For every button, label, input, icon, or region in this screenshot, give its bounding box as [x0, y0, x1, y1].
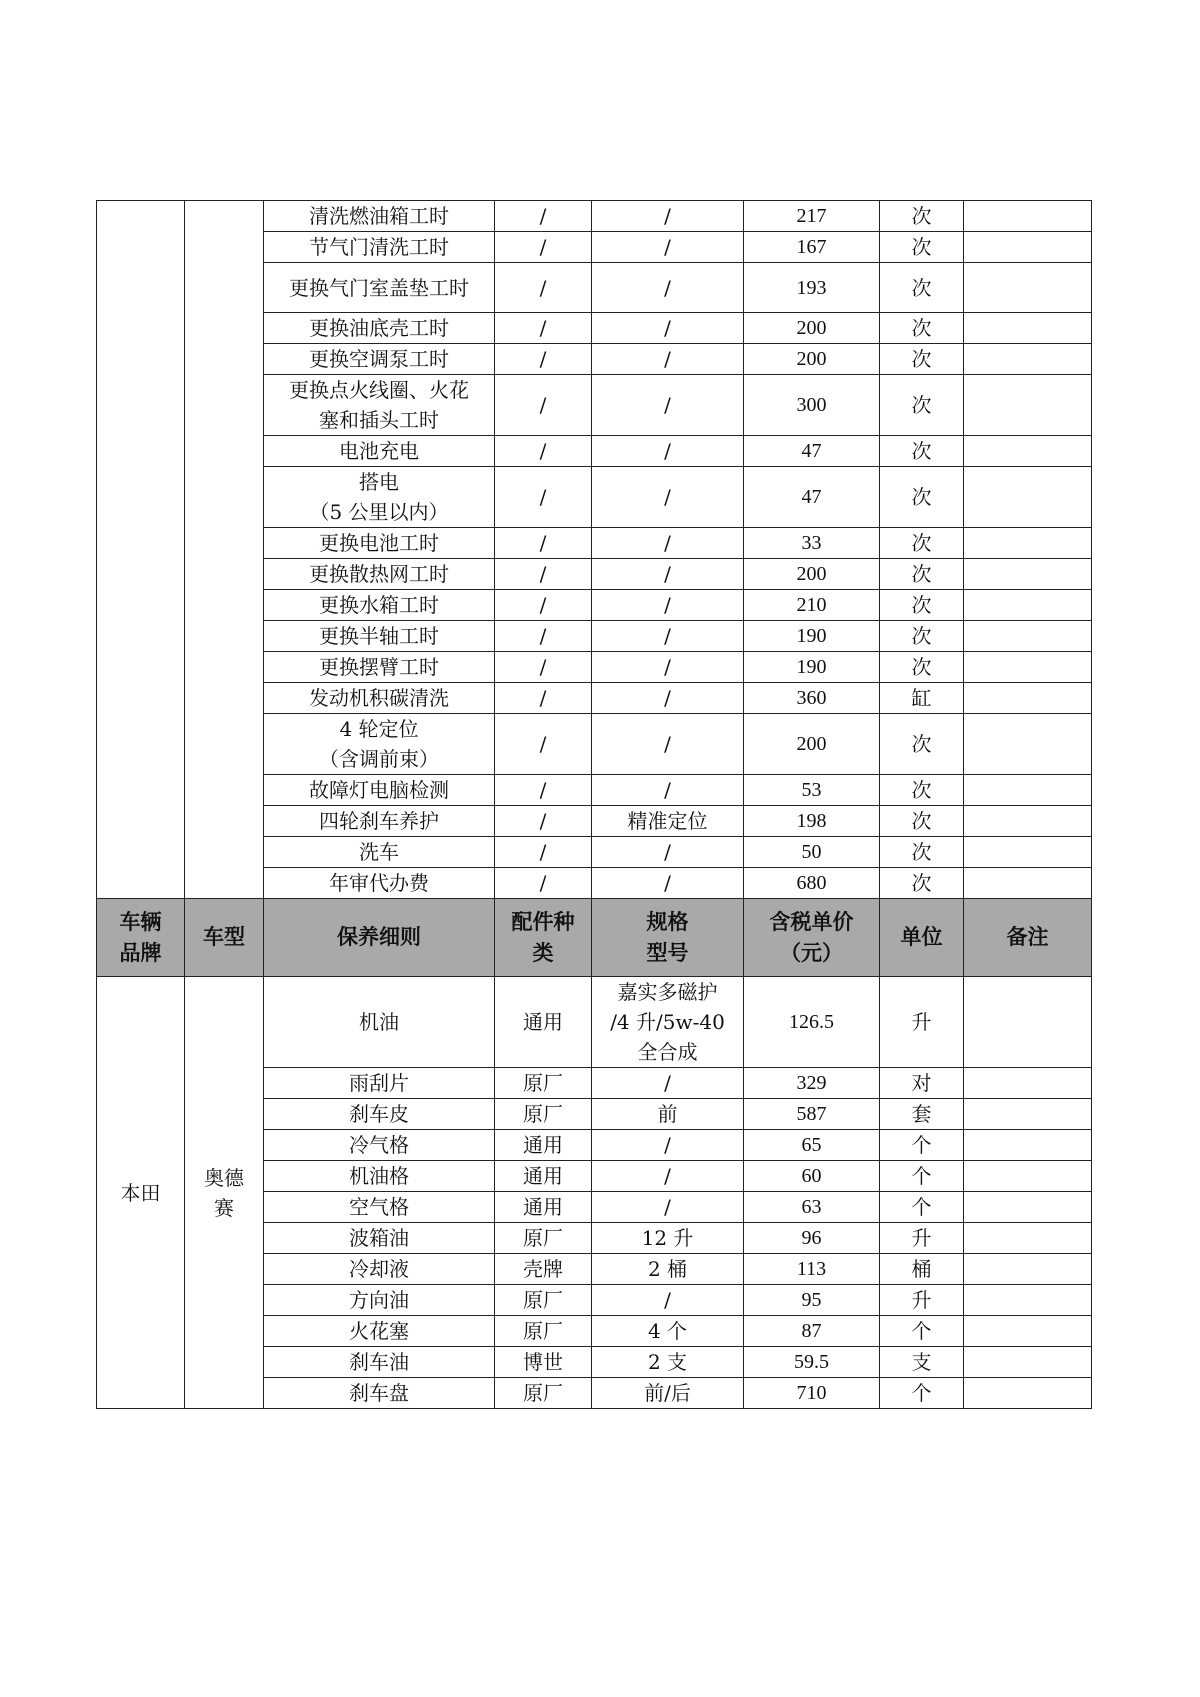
cell-line: /: [664, 562, 671, 586]
part-type-cell: /: [495, 436, 592, 467]
part-type-cell: 原厂: [495, 1285, 592, 1316]
part-type-cell: 通用: [495, 977, 592, 1068]
spec-cell: [592, 559, 744, 590]
continued-section: [97, 201, 1092, 899]
cell-line: 刹车盘: [349, 1381, 409, 1405]
price-cell: 360: [744, 683, 880, 714]
cell-line: 赛: [214, 1195, 234, 1220]
cell-line: 电池充电: [339, 439, 419, 463]
unit-cell: 次: [880, 375, 964, 436]
price-cell: 59.5: [744, 1347, 880, 1378]
item-cell: [264, 559, 495, 590]
spec-cell: [592, 1099, 744, 1130]
cell-line: 前: [657, 1102, 678, 1126]
part-type-cell: /: [495, 683, 592, 714]
model-cell: [185, 977, 264, 1409]
cell-line: 刹车油: [349, 1350, 409, 1374]
unit-cell: 次: [880, 344, 964, 375]
spec-cell: [592, 1068, 744, 1099]
item-cell: [264, 232, 495, 263]
item-cell: [264, 714, 495, 775]
price-cell: 200: [744, 559, 880, 590]
cell-line: 嘉实多磁护: [617, 980, 718, 1004]
maintenance-price-table: [96, 200, 1092, 1409]
item-cell: [264, 1378, 495, 1409]
unit-cell: 次: [880, 714, 964, 775]
cell-line: /: [664, 1071, 671, 1095]
cell-line: /: [664, 686, 671, 710]
unit-cell: 次: [880, 837, 964, 868]
cell-line: /: [664, 840, 671, 864]
spec-cell: [592, 1285, 744, 1316]
cell-line: 精准定位: [627, 809, 708, 833]
item-cell: [264, 1130, 495, 1161]
spec-cell: [592, 1161, 744, 1192]
spec-cell: [592, 683, 744, 714]
unit-cell: 次: [880, 775, 964, 806]
spec-cell: [592, 977, 744, 1068]
cell-line: 冷却液: [349, 1257, 409, 1281]
cell-line: 更换空调泵工时: [309, 347, 449, 371]
price-cell: 47: [744, 467, 880, 528]
unit-cell: 个: [880, 1130, 964, 1161]
note-cell: [964, 683, 1092, 714]
price-cell: 65: [744, 1130, 880, 1161]
unit-cell: 缸: [880, 683, 964, 714]
item-cell: [264, 621, 495, 652]
note-cell: [964, 436, 1092, 467]
price-cell: 53: [744, 775, 880, 806]
cell-line: 塞和插头工时: [319, 408, 439, 432]
spec-cell: [592, 344, 744, 375]
table-row: [97, 977, 1092, 1068]
spec-cell: [592, 1130, 744, 1161]
note-cell: [964, 652, 1092, 683]
spec-cell: [592, 1192, 744, 1223]
spec-cell: [592, 467, 744, 528]
cell-line: /: [664, 1133, 671, 1157]
unit-cell: 个: [880, 1161, 964, 1192]
note-cell: [964, 806, 1092, 837]
unit-cell: 次: [880, 806, 964, 837]
unit-cell: 升: [880, 1285, 964, 1316]
spec-cell: [592, 621, 744, 652]
part-type-cell: /: [495, 775, 592, 806]
cell-line: 更换摆臂工时: [319, 655, 439, 679]
cell-line: 奥德: [204, 1165, 244, 1190]
cell-line: /: [664, 871, 671, 895]
part-type-cell: /: [495, 201, 592, 232]
price-cell: 210: [744, 590, 880, 621]
unit-cell: 次: [880, 621, 964, 652]
part-type-cell: 原厂: [495, 1223, 592, 1254]
unit-cell: 次: [880, 436, 964, 467]
unit-cell: 次: [880, 868, 964, 899]
cell-line: （含调前束）: [319, 747, 439, 771]
cell-line: /: [664, 275, 671, 300]
spec-cell: [592, 375, 744, 436]
price-cell: 47: [744, 436, 880, 467]
cell-line: 火花塞: [349, 1319, 409, 1343]
spec-cell: [592, 263, 744, 313]
header-price: 含税单价 （元）: [744, 899, 880, 977]
note-cell: [964, 1316, 1092, 1347]
cell-line: 更换点火线圈、火花: [289, 378, 469, 402]
price-cell: 50: [744, 837, 880, 868]
cell-line: 2 桶: [647, 1257, 688, 1281]
item-cell: [264, 1285, 495, 1316]
header-section: [97, 899, 1092, 977]
item-cell: [264, 837, 495, 868]
part-type-cell: /: [495, 868, 592, 899]
item-cell: [264, 436, 495, 467]
note-cell: [964, 1254, 1092, 1285]
part-type-cell: 原厂: [495, 1068, 592, 1099]
cell-line: 波箱油: [349, 1226, 409, 1250]
item-cell: [264, 313, 495, 344]
cell-line: /: [664, 531, 671, 555]
item-cell: [264, 775, 495, 806]
unit-cell: 套: [880, 1099, 964, 1130]
cell-line: 4 轮定位: [339, 717, 419, 741]
price-cell: 126.5: [744, 977, 880, 1068]
part-type-cell: /: [495, 528, 592, 559]
unit-cell: 次: [880, 559, 964, 590]
note-cell: [964, 1347, 1092, 1378]
price-cell: 680: [744, 868, 880, 899]
spec-cell: [592, 232, 744, 263]
note-cell: [964, 868, 1092, 899]
price-cell: 167: [744, 232, 880, 263]
note-cell: [964, 467, 1092, 528]
item-cell: [264, 1254, 495, 1285]
header-row: [97, 899, 1092, 977]
note-cell: [964, 1378, 1092, 1409]
brand-cell: 本田: [97, 977, 185, 1409]
cell-line: /: [664, 655, 671, 679]
item-cell: [264, 1347, 495, 1378]
price-cell: 217: [744, 201, 880, 232]
note-cell: [964, 344, 1092, 375]
note-cell: [964, 837, 1092, 868]
item-cell: [264, 263, 495, 313]
part-type-cell: /: [495, 467, 592, 528]
unit-cell: 次: [880, 528, 964, 559]
price-cell: 300: [744, 375, 880, 436]
part-type-cell: /: [495, 837, 592, 868]
part-type-cell: /: [495, 652, 592, 683]
note-cell: [964, 977, 1092, 1068]
cell-line: 更换水箱工时: [319, 593, 439, 617]
header-item: 保养细则: [264, 899, 495, 977]
price-cell: 190: [744, 652, 880, 683]
price-cell: 329: [744, 1068, 880, 1099]
cell-line: 年审代办费: [329, 871, 429, 895]
cell-line: 节气门清洗工时: [309, 235, 449, 259]
note-cell: [964, 621, 1092, 652]
note-cell: [964, 1130, 1092, 1161]
cell-line: 机油格: [349, 1164, 409, 1188]
unit-cell: 升: [880, 1223, 964, 1254]
part-type-cell: /: [495, 263, 592, 313]
cell-line: 更换气门室盖垫工时: [289, 275, 469, 300]
unit-cell: 个: [880, 1192, 964, 1223]
part-type-cell: /: [495, 344, 592, 375]
part-type-cell: 通用: [495, 1130, 592, 1161]
price-cell: 60: [744, 1161, 880, 1192]
cell-line: 4 个: [647, 1319, 688, 1343]
header-unit: 单位: [880, 899, 964, 977]
part-type-cell: /: [495, 590, 592, 621]
item-cell: [264, 528, 495, 559]
item-cell: [264, 344, 495, 375]
note-cell: [964, 775, 1092, 806]
unit-cell: 次: [880, 232, 964, 263]
unit-cell: 次: [880, 652, 964, 683]
cell-line: 12 升: [641, 1226, 694, 1250]
cell-line: /: [664, 235, 671, 259]
cell-line: /: [664, 593, 671, 617]
cell-line: /: [664, 485, 671, 509]
header-brand: 车辆 品牌: [97, 899, 185, 977]
unit-cell: 升: [880, 977, 964, 1068]
price-cell: 200: [744, 313, 880, 344]
item-cell: [264, 1099, 495, 1130]
cell-line: 更换油底壳工时: [309, 316, 449, 340]
note-cell: [964, 1161, 1092, 1192]
note-cell: [964, 201, 1092, 232]
part-type-cell: /: [495, 714, 592, 775]
unit-cell: 次: [880, 201, 964, 232]
item-cell: [264, 467, 495, 528]
note-cell: [964, 313, 1092, 344]
cell-line: 搭电: [359, 470, 399, 494]
cell-line: /: [664, 204, 671, 228]
spec-cell: [592, 714, 744, 775]
cell-line: 空气格: [349, 1195, 409, 1219]
part-type-cell: /: [495, 232, 592, 263]
header-part-type: 配件种 类: [495, 899, 592, 977]
header-model: 车型: [185, 899, 264, 977]
cell-line: 2 支: [647, 1350, 688, 1374]
unit-cell: 次: [880, 263, 964, 313]
price-cell: 33: [744, 528, 880, 559]
part-type-cell: 壳牌: [495, 1254, 592, 1285]
note-cell: [964, 559, 1092, 590]
cell-line: /: [664, 732, 671, 756]
item-cell: [264, 590, 495, 621]
cell-line: 刹车皮: [349, 1102, 409, 1126]
price-cell: 87: [744, 1316, 880, 1347]
item-cell: [264, 1068, 495, 1099]
spec-cell: [592, 868, 744, 899]
spec-cell: [592, 1378, 744, 1409]
spec-cell: [592, 590, 744, 621]
header-spec: 规格 型号: [592, 899, 744, 977]
item-cell: [264, 201, 495, 232]
part-type-cell: /: [495, 313, 592, 344]
cell-line: /: [664, 347, 671, 371]
price-cell: 190: [744, 621, 880, 652]
cell-line: /: [664, 1164, 671, 1188]
price-cell: 193: [744, 263, 880, 313]
unit-cell: 次: [880, 590, 964, 621]
cell-line: 更换电池工时: [319, 531, 439, 555]
spec-cell: [592, 201, 744, 232]
spec-cell: [592, 528, 744, 559]
item-cell: [264, 806, 495, 837]
spec-cell: [592, 775, 744, 806]
note-cell: [964, 232, 1092, 263]
spec-cell: [592, 652, 744, 683]
note-cell: [964, 1068, 1092, 1099]
cell-line: /: [664, 624, 671, 648]
cell-line: 冷气格: [349, 1133, 409, 1157]
cell-line: 全合成: [637, 1040, 698, 1064]
spec-cell: [592, 436, 744, 467]
unit-cell: 个: [880, 1378, 964, 1409]
part-type-cell: /: [495, 559, 592, 590]
spec-cell: [592, 1316, 744, 1347]
unit-cell: 支: [880, 1347, 964, 1378]
brand-cell: [97, 201, 185, 899]
spec-cell: [592, 806, 744, 837]
item-cell: [264, 1192, 495, 1223]
note-cell: [964, 1223, 1092, 1254]
unit-cell: 桶: [880, 1254, 964, 1285]
item-cell: [264, 652, 495, 683]
cell-line: 发动机积碳清洗: [309, 686, 449, 710]
item-cell: [264, 1161, 495, 1192]
note-cell: [964, 1192, 1092, 1223]
part-type-cell: 通用: [495, 1161, 592, 1192]
price-cell: 587: [744, 1099, 880, 1130]
price-cell: 710: [744, 1378, 880, 1409]
price-cell: 200: [744, 714, 880, 775]
unit-cell: 个: [880, 1316, 964, 1347]
part-type-cell: 原厂: [495, 1316, 592, 1347]
cell-line: （5 公里以内）: [309, 500, 449, 524]
cell-line: /: [664, 1288, 671, 1312]
cell-line: 雨刮片: [349, 1071, 409, 1095]
price-cell: 96: [744, 1223, 880, 1254]
note-cell: [964, 1285, 1092, 1316]
spec-cell: [592, 1254, 744, 1285]
cell-line: 故障灯电脑检测: [309, 778, 449, 802]
spec-cell: [592, 1347, 744, 1378]
unit-cell: 次: [880, 313, 964, 344]
spec-cell: [592, 313, 744, 344]
note-cell: [964, 375, 1092, 436]
part-type-cell: /: [495, 621, 592, 652]
cell-line: /: [664, 316, 671, 340]
note-cell: [964, 590, 1092, 621]
cell-line: 更换散热网工时: [309, 562, 449, 586]
item-cell: [264, 977, 495, 1068]
note-cell: [964, 528, 1092, 559]
price-cell: 113: [744, 1254, 880, 1285]
price-cell: 198: [744, 806, 880, 837]
price-cell: 63: [744, 1192, 880, 1223]
cell-line: 方向油: [349, 1288, 409, 1312]
part-type-cell: /: [495, 375, 592, 436]
note-cell: [964, 1099, 1092, 1130]
honda-odyssey-section: [97, 977, 1092, 1409]
spec-cell: [592, 1223, 744, 1254]
cell-line: 更换半轴工时: [319, 624, 439, 648]
cell-line: /: [664, 393, 671, 417]
cell-line: /: [664, 439, 671, 463]
cell-line: /4 升/5w-40: [610, 1010, 725, 1034]
item-cell: [264, 1316, 495, 1347]
cell-line: /: [664, 1195, 671, 1219]
unit-cell: 次: [880, 467, 964, 528]
cell-line: 洗车: [359, 840, 399, 864]
item-cell: [264, 683, 495, 714]
item-cell: [264, 868, 495, 899]
cell-line: 清洗燃油箱工时: [309, 204, 449, 228]
table-row: [97, 201, 1092, 232]
note-cell: [964, 263, 1092, 313]
part-type-cell: 博世: [495, 1347, 592, 1378]
part-type-cell: /: [495, 806, 592, 837]
part-type-cell: 通用: [495, 1192, 592, 1223]
part-type-cell: 原厂: [495, 1099, 592, 1130]
note-cell: [964, 714, 1092, 775]
price-cell: 200: [744, 344, 880, 375]
item-cell: [264, 375, 495, 436]
model-cell: [185, 201, 264, 899]
unit-cell: 对: [880, 1068, 964, 1099]
header-note: 备注: [964, 899, 1092, 977]
part-type-cell: 原厂: [495, 1378, 592, 1409]
spec-cell: [592, 837, 744, 868]
cell-line: 机油: [359, 1010, 399, 1034]
cell-line: 前/后: [644, 1381, 691, 1405]
price-cell: 95: [744, 1285, 880, 1316]
item-cell: [264, 1223, 495, 1254]
cell-line: 四轮刹车养护: [319, 809, 439, 833]
cell-line: /: [664, 778, 671, 802]
